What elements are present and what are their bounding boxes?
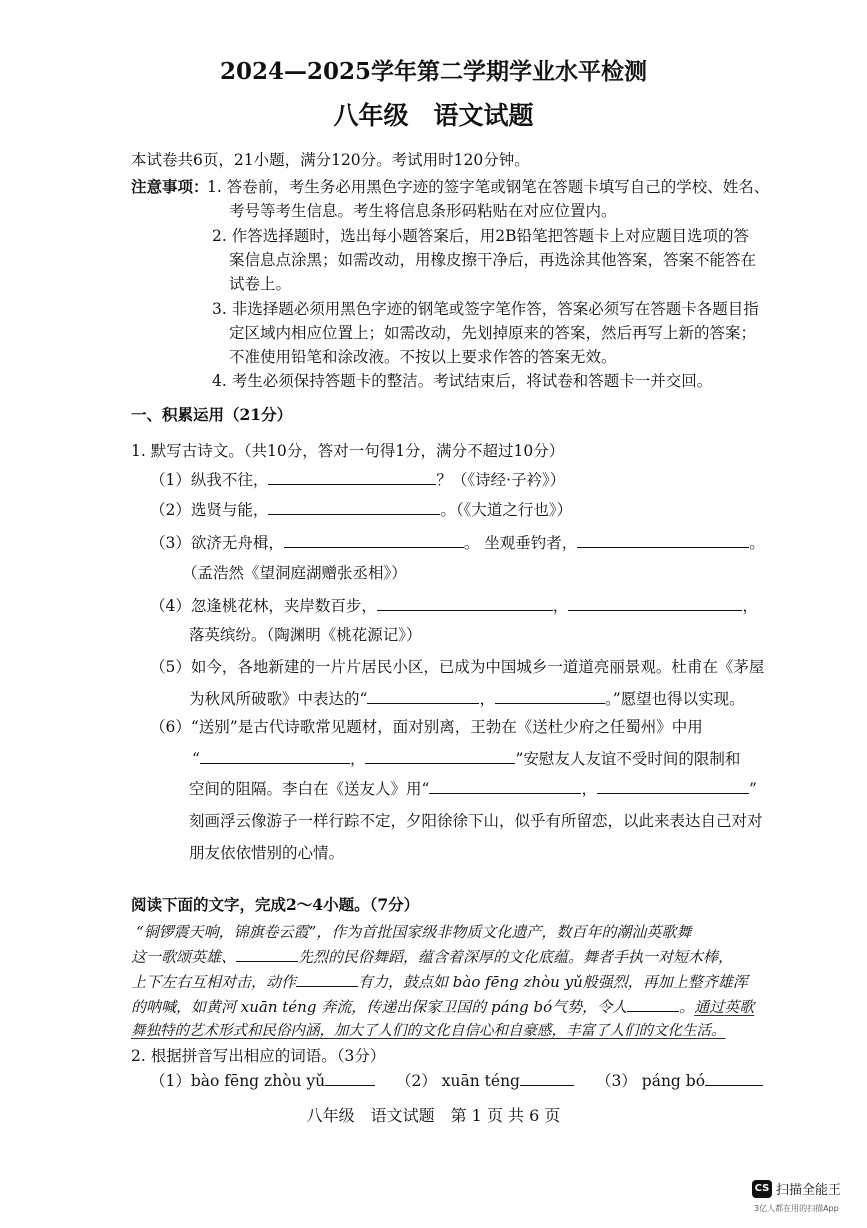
answer-blank[interactable] bbox=[284, 533, 464, 548]
answer-blank[interactable] bbox=[377, 596, 553, 611]
page-footer: 八年级 语文试题 第 1 页 共 6 页 bbox=[306, 1106, 561, 1125]
source-text: 落英缤纷。（陶渊明《桃花源记》） bbox=[189, 626, 422, 644]
answer-blank[interactable] bbox=[627, 997, 679, 1012]
question-stem: 1. 默写古诗文。（共10分，答对一句得1分，满分不超过10分） bbox=[131, 442, 565, 460]
question-stem: 2. 根据拼音写出相应的词语。（3分） bbox=[131, 1047, 386, 1065]
answer-blank[interactable] bbox=[367, 689, 479, 704]
pinyin-blank: （2） xuān téng bbox=[396, 1071, 574, 1091]
exam-intro: 本试卷共6页，21小题，满分120分。考试用时120分钟。 bbox=[131, 151, 530, 169]
blank-line-text: （3）欲济无舟楫， 。 坐观垂钓者， 。 bbox=[150, 534, 765, 552]
scanner-name: 扫描全能王 bbox=[776, 1183, 842, 1198]
answer-blank[interactable] bbox=[268, 470, 436, 485]
answer-blank[interactable] bbox=[597, 779, 749, 794]
answer-blank[interactable] bbox=[568, 596, 742, 611]
notes-label: 注意事项： bbox=[131, 177, 209, 196]
question-text: 刻画浮云像游子一样行踪不定，夕阳徐徐下山，似乎有所留恋，以此来表达自己对对 bbox=[189, 812, 763, 830]
note-line: 试卷上。 bbox=[229, 275, 292, 293]
section-heading: 一、积累运用（21分） bbox=[131, 405, 293, 424]
question-text: 朋友依依惜别的心情。 bbox=[189, 844, 345, 862]
passage-line: 的呐喊，如黄河 xuān téng 奔流，传递出保家卫国的 páng bó气势，令人 。通过英歌 bbox=[131, 998, 755, 1016]
answer-blank[interactable] bbox=[577, 533, 749, 548]
pinyin-blank: （1）bào fēng zhòu yǔ bbox=[150, 1071, 375, 1091]
source-text: （孟浩然《望洞庭湖赠张丞相》） bbox=[182, 564, 407, 582]
passage-line: 这一歌颂英雄、 先烈的民俗舞蹈，蕴含着深厚的文化底蕴。舞者手执一对短木棒， bbox=[131, 948, 734, 966]
blank-line-text: 空间的阻隔。李白在《送友人》用“ ， ” bbox=[189, 780, 757, 798]
blank-line-text: “ ， ”安慰友人友谊不受时间的限制和 bbox=[192, 750, 741, 768]
answer-blank[interactable] bbox=[495, 689, 605, 704]
exam-title: 2024—2025学年第二学期学业水平检测 bbox=[219, 58, 648, 85]
scanner-logo-icon: CS bbox=[752, 1180, 772, 1198]
note-line: 考号等考生信息。考生将信息条形码粘贴在对应位置内。 bbox=[229, 202, 617, 220]
answer-blank[interactable] bbox=[365, 749, 515, 764]
note-line: 定区域内相应位置上；如需改动，先划掉原来的答案，然后再写上新的答案； bbox=[229, 324, 757, 342]
note-line: 4. 考生必须保持答题卡的整洁。考试结束后，将试卷和答题卡一并交回。 bbox=[212, 372, 713, 390]
pinyin-blank: （3） páng bó bbox=[596, 1071, 763, 1091]
note-line: 3. 非选择题必须用黑色字迹的钢笔或签字笔作答，答案必须写在答题卡各题目指 bbox=[212, 300, 759, 318]
note-line: 2. 作答选择题时，选出每小题答案后，用2B铅笔把答题卡上对应题目选项的答 bbox=[212, 227, 749, 245]
question-text: （5）如今，各地新建的一片片居民小区，已成为中国城乡一道道亮丽景观。杜甫在《茅屋 bbox=[150, 658, 765, 676]
note-line: 案信息点涂黑；如需改动，用橡皮擦干净后，再选涂其他答案，答案不能答在 bbox=[229, 251, 757, 269]
passage-line: “铜锣震天响，锦旗卷云霞”，作为首批国家级非物质文化遗产，数百年的潮汕英歌舞 bbox=[136, 923, 692, 941]
exam-subtitle: 八年级 语文试题 bbox=[333, 101, 534, 130]
blank-line-text: （2）选贤与能， 。（《大道之行也》） bbox=[150, 501, 573, 519]
answer-blank[interactable] bbox=[520, 1071, 574, 1086]
note-line: 1. 答卷前，考生务必用黑色字迹的签字笔或钢笔在答题卡填写自己的学校、姓名、 bbox=[207, 178, 770, 196]
answer-blank[interactable] bbox=[200, 749, 350, 764]
answer-blank[interactable] bbox=[236, 947, 298, 962]
answer-blank[interactable] bbox=[325, 1071, 375, 1086]
answer-blank[interactable] bbox=[296, 972, 358, 987]
blank-line-text: （1）纵我不往， ？（《诗经·子衿》） bbox=[150, 471, 566, 489]
blank-line-text: 为秋风所破歌》中表达的“ ， 。”愿望也得以实现。 bbox=[189, 690, 745, 708]
scanner-tagline: 3亿人都在用的扫描App bbox=[754, 1204, 839, 1213]
passage-line: 上下左右互相对击，动作 有力，鼓点如 bào fēng zhòu yǔ般强烈，再加上整齐雄浑 bbox=[131, 973, 748, 991]
reading-heading: 阅读下面的文字，完成2～4小题。（7分） bbox=[131, 895, 420, 914]
answer-blank[interactable] bbox=[705, 1071, 763, 1086]
passage-line: 舞独特的艺术形式和民俗内涵，加大了人们的文化自信心和自豪感，丰富了人们的文化生活。 bbox=[131, 1023, 726, 1039]
note-line: 不准使用铅笔和涂改液。不按以上要求作答的答案无效。 bbox=[229, 348, 617, 366]
answer-blank[interactable] bbox=[429, 779, 581, 794]
blank-line-text: （4）忽逢桃花林，夹岸数百步， ， ， bbox=[150, 597, 758, 615]
question-text: （6）“送别”是古代诗歌常见题材，面对别离，王勃在《送杜少府之任蜀州》中用 bbox=[150, 718, 703, 736]
answer-blank[interactable] bbox=[268, 500, 440, 515]
